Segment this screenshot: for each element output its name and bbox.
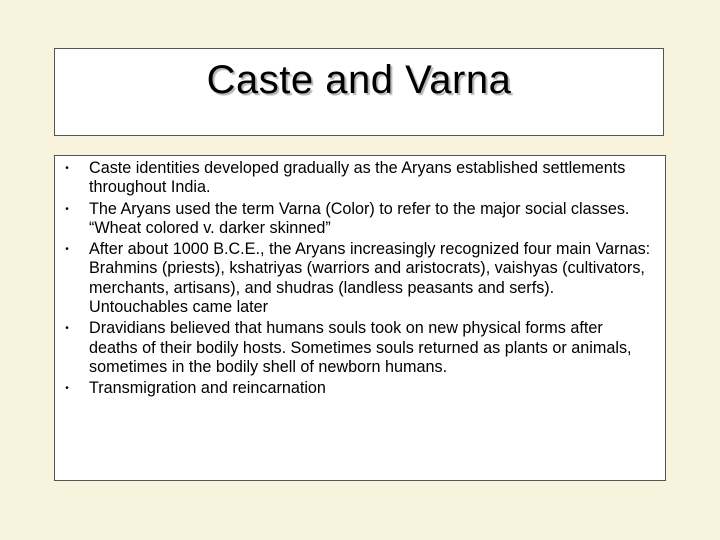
bullet-text: The Aryans used the term Varna (Color) to refer to the major social classes. “Wheat colored v. darker skinned” xyxy=(89,199,630,237)
bullet-icon: • xyxy=(65,163,69,174)
bullet-icon: • xyxy=(65,244,69,256)
bullet-text: Dravidians believed that humans souls took on new physical forms after deaths of their bodily hosts. Sometimes souls returned as plants or animals, sometimes in the bodily shell of newborn humans. xyxy=(89,319,632,376)
bullet-list xyxy=(55,156,665,399)
bullet-text: Transmigration and reincarnation xyxy=(89,379,326,398)
bullet-icon: • xyxy=(65,203,69,215)
bullet-item xyxy=(55,379,655,398)
slide-title: Caste and Varna xyxy=(206,58,512,102)
content-box xyxy=(54,155,666,481)
bullet-icon: • xyxy=(65,383,69,395)
title-box xyxy=(54,48,664,136)
bullet-item xyxy=(55,200,655,239)
bullet-item xyxy=(55,159,655,198)
bullet-icon: • xyxy=(65,323,69,335)
bullet-item xyxy=(55,319,655,377)
bullet-text: After about 1000 B.C.E., the Aryans increasingly recognized four main Varnas: Brahmins (priests), kshatriyas (warriors and aristocrats), vaishyas (cultivators, merchants, artisans), and shudras (landless peasants and serfs). Untouchables came later xyxy=(89,240,651,317)
bullet-text: Caste identities developed gradually as the Aryans established settlements throughout India. xyxy=(89,159,626,197)
bullet-item xyxy=(55,240,655,317)
